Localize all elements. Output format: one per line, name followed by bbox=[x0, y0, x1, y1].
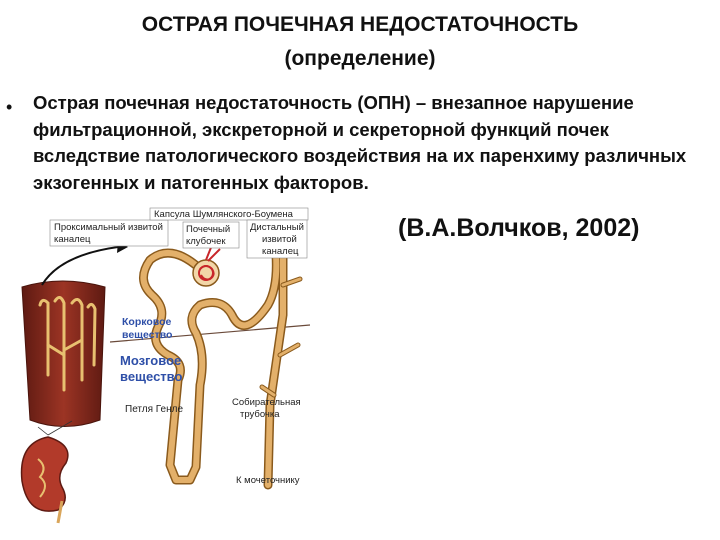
slide-title: ОСТРАЯ ПОЧЕЧНАЯ НЕДОСТАТОЧНОСТЬ bbox=[141, 13, 579, 36]
kidney-icon bbox=[22, 437, 68, 511]
bullet-marker: • bbox=[6, 97, 13, 117]
definition-text: Острая почечная недостаточность (ОПН) – внезапное нарушение фильтрационной, экскреторной и секреторной функций почек вследствие патологического воздействия на их паренхиму различных экзогенных и патогенных факторов. bbox=[33, 92, 687, 193]
capsule-label: Капсула Шумлянского-Боумена bbox=[154, 209, 293, 220]
citation: (В.А.Волчков, 2002) bbox=[398, 214, 640, 242]
distal-label-1: Дистальный bbox=[250, 222, 304, 233]
glomerulus-label-1: Почечный bbox=[186, 224, 231, 235]
collecting-label-1: Собирательная bbox=[232, 397, 301, 408]
medulla-label-1: Мозговое bbox=[120, 353, 182, 368]
ureter-label: К мочеточнику bbox=[236, 475, 300, 486]
loop-label: Петля Генле bbox=[125, 404, 184, 415]
glomerulus-label-2: клубочек bbox=[186, 236, 226, 247]
cortex-label-2: вещество bbox=[122, 329, 173, 341]
proximal-label-1: Проксимальный извитой bbox=[54, 222, 163, 233]
collecting-label-2: трубочка bbox=[240, 409, 280, 420]
medulla-label-2: вещество bbox=[120, 369, 183, 384]
zoom-arrow bbox=[42, 247, 118, 285]
nephron-diagram bbox=[0, 205, 320, 535]
proximal-label-2: каналец bbox=[54, 234, 91, 245]
slide-subtitle: (определение) bbox=[284, 47, 436, 70]
distal-label-2: извитой bbox=[262, 234, 297, 245]
distal-label-3: каналец bbox=[262, 246, 299, 257]
bowman-capsule bbox=[193, 260, 219, 286]
cortex-label-1: Корковое bbox=[122, 316, 172, 328]
